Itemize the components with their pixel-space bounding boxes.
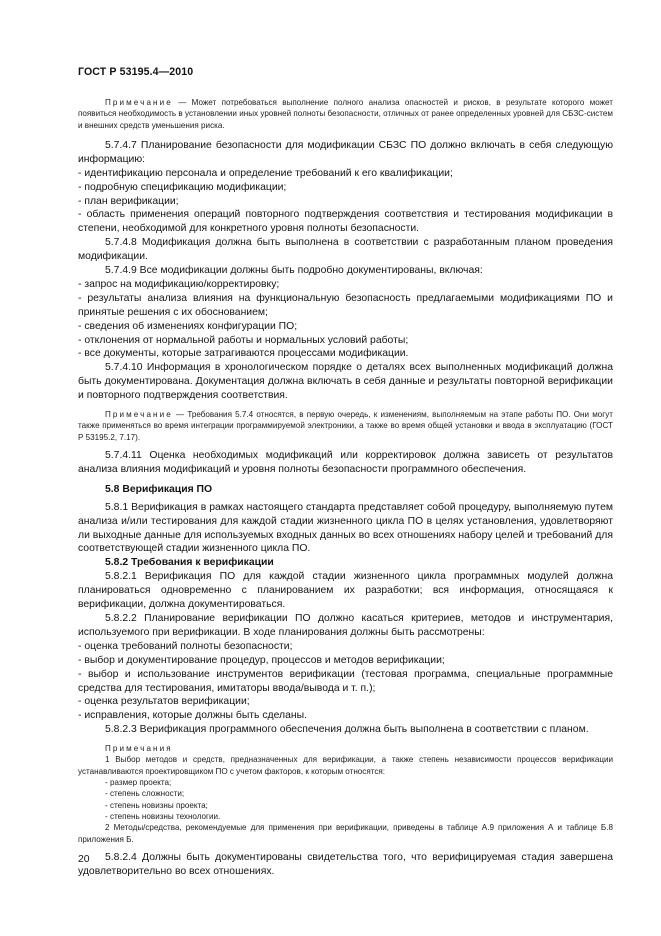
list-item: - исправления, которые должны быть сделаны. [78, 710, 307, 722]
list-item: - выбор и документирование процедур, процессов и методов верификации; [78, 654, 445, 666]
list-item: - сведения об изменениях конфигурации ПО; [78, 320, 298, 332]
list-item: - отклонения от нормальной работы и нормальных условий работы; [78, 334, 409, 346]
list-item: - оценка требований полноты безопасности; [78, 640, 293, 652]
clause-5-8-2-2: 5.8.2.2 Планирование верификации ПО должно касаться критериев, методов и инструментария, используемого при верификации. В ходе планирования должны быть рассмотрены: [78, 612, 613, 638]
note-list-item: - степень новизны технологии. [105, 811, 221, 821]
document-header: ГОСТ Р 53195.4—2010 [78, 66, 194, 78]
clause-5-8-2-3: 5.8.2.3 Верификация программного обеспечения должна быть выполнена в соответствии с планом. [105, 724, 589, 736]
clause-5-7-4-10: 5.7.4.10 Информация в хронологическом порядке о деталях всех выполненных модификаций должна быть документирована. Документация должна включать в себя данные и результаты повторной верификации и повторного подтверждения соответствия. [78, 362, 613, 402]
list-item: - план верификации; [78, 195, 179, 207]
list-item: - область применения операций повторного подтверждения соответствия и тестирования модификации в степени, необходимой для конкретного уровня полноты безопасности. [78, 209, 613, 235]
list-item: - идентификацию персонала и определение требований к его квалификации; [78, 167, 453, 179]
list-item: - запрос на модификацию/корректировку; [78, 278, 280, 290]
page-content [78, 97, 613, 879]
clause-5-8-2-1: 5.8.2.1 Верификация ПО для каждой стадии жизненного цикла программных модулей должна планироваться одновременно с планированием их разработки; вся информация, относящаяся к верификации, должна документироваться. [78, 571, 613, 611]
list-item: - все документы, которые затрагиваются процессами модификации. [78, 348, 409, 360]
note-list-item: - степень сложности; [105, 789, 185, 799]
list-item: - подробную спецификацию модификации; [78, 181, 287, 193]
notes-label: Примечания [105, 744, 173, 754]
note-label: Примечание [105, 98, 173, 107]
note-item-2: 2 Методы/средства, рекомендуемые для применения при верификации, приведены в таблице А.9 приложения А и таблице Б.8 приложения Б. [78, 823, 613, 844]
clause-5-7-4-7: 5.7.4.7 Планирование безопасности для модификации СБЗС ПО должно включать в себя следующую информацию: [78, 139, 613, 165]
page-number: 20 [78, 854, 90, 865]
note-text: — Требования 5.7.4 относятся, в первую очередь, к изменениям, выполняемым на этапе работы ПО. Они могут также применяться во время интеграции программируемой электроники, а также во время общей установки и ввода в эксплуатацию (ГОСТ Р 53195.2, 7.17). [78, 410, 613, 442]
note-text: — Может потребоваться выполнение полного анализа опасностей и рисков, в результате которого может появиться необходимость в установлении иных уровней полноты безопасности, отличных от ранее определенных уровней для СБЗС-систем и внешних средств уменьшения риска. [78, 98, 613, 130]
clause-5-7-4-9: 5.7.4.9 Все модификации должны быть подробно документированы, включая: [105, 265, 483, 277]
subsection-heading: 5.8.2 Требования к верификации [105, 557, 274, 569]
note-item-1: 1 Выбор методов и средств, предназначенных для верификации, а также степень независимости процессов верификации устанавливаются проектировщиком ПО с учетом факторов, к которым относятся: [78, 755, 613, 776]
clause-5-8-2-4: 5.8.2.4 Должны быть документированы свидетельства того, что верифицируемая стадия завершена удовлетворительно во всех отношениях. [78, 851, 613, 877]
note-label: Примечание [105, 410, 173, 420]
clause-5-8-1: 5.8.1 Верификация в рамках настоящего стандарта представляет собой процедуру, выполняемую путем анализа и/или тестирования для каждой стадии жизненного цикла ПО в целях установления, удовлетворяют ли выходные данные для используемых входных данных во всех отношениях набору целей и требований для соответствующей стадии жизненного цикла ПО. [78, 501, 613, 555]
list-item: - выбор и использование инструментов верификации (тестовая программа, специальные программные средства для тестирования, имитаторы ввода/вывода и т. п.); [78, 668, 613, 694]
note-paragraph [78, 409, 613, 443]
note-list-item: - степень новизны проекта; [105, 800, 208, 810]
section-heading: 5.8 Верификация ПО [105, 483, 213, 495]
list-item: - результаты анализа влияния на функциональную безопасность предлагаемыми модификациями ПО и принятые решения с их обоснованием; [78, 292, 613, 318]
note-list-item: - размер проекта; [105, 778, 172, 788]
clause-5-7-4-11: 5.7.4.11 Оценка необходимых модификаций или корректировок должна зависеть от результатов анализа влияния модификаций и уровня полноты безопасности программного обеспечения. [78, 450, 613, 475]
list-item: - оценка результатов верификации; [78, 696, 250, 708]
clause-5-7-4-8: 5.7.4.8 Модификация должна быть выполнена в соответствии с разработанным планом проведения модификации. [78, 237, 613, 263]
note-paragraph [78, 97, 613, 131]
